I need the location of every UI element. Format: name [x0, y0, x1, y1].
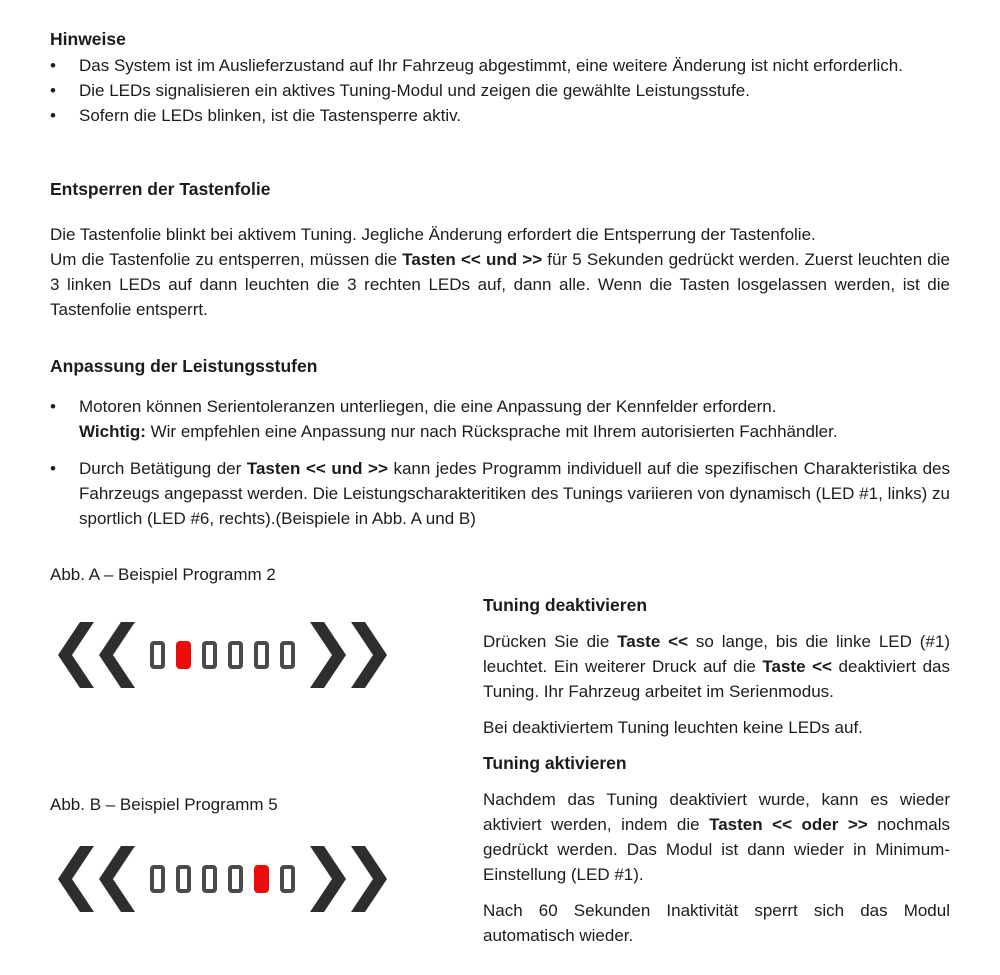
led-5-active [254, 865, 269, 893]
led-1 [150, 865, 165, 893]
activate-paragraph: Nachdem das Tuning deaktiviert wurde, kann es wieder aktiviert werden, indem die Tasten << oder >> nochmals gedrückt werden. Das Modul ist dann wieder in Minimum-Einstellung (LED #1). [483, 790, 950, 884]
list-item [50, 394, 950, 444]
list-item [50, 456, 950, 531]
hinweise-bullet-list [50, 53, 950, 128]
list-item [50, 78, 950, 103]
bullet-marker: • [50, 56, 56, 75]
bullet-marker: • [50, 397, 56, 416]
double-chevron-right-icon [310, 622, 387, 688]
double-chevron-right-icon [310, 846, 387, 912]
led-3 [202, 865, 217, 893]
activate-note: Nach 60 Sekunden Inaktivität sperrt sich das Modul automatisch wieder. [483, 901, 950, 945]
section-heading-hinweise: Hinweise [50, 29, 126, 49]
entsperren-paragraph: Die Tastenfolie blinkt bei aktivem Tuning. Jegliche Änderung erfordert die Entsperrung der Tastenfolie. Um die Tastenfolie zu entsperren, müssen die Tasten << und >> für 5 Sekunden gedrückt werden. Zuerst leuchten die 3 linken LEDs auf dann leuchten die 3 rechten LEDs auf, dann alle. Wenn die Tasten losgelassen werden, ist die Tastenfolie entsperrt. [50, 225, 950, 319]
led-row [150, 641, 295, 669]
figure-b-label: Abb. B – Beispiel Programm 5 [50, 795, 278, 814]
led-1 [150, 641, 165, 669]
anpassung-bullet-list [50, 394, 950, 531]
figure-a-label: Abb. A – Beispiel Programm 2 [50, 565, 276, 584]
led-2 [176, 865, 191, 893]
deactivate-note: Bei deaktiviertem Tuning leuchten keine LEDs auf. [483, 718, 863, 737]
figure-b-led-display [58, 846, 387, 912]
double-chevron-left-icon [58, 622, 135, 688]
led-5 [254, 641, 269, 669]
heading-tuning-aktivieren: Tuning aktivieren [483, 753, 627, 773]
bullet-text: Das System ist im Auslieferzustand auf Ihr Fahrzeug abgestimmt, eine weitere Änderung ist nicht erforderlich. [79, 56, 903, 75]
bullet-text: Motoren können Serientoleranzen unterliegen, die eine Anpassung der Kennfelder erfordern. Wichtig: Wir empfehlen eine Anpassung nur nach Rücksprache mit Ihrem autorisierten Fachhändler. [79, 397, 838, 441]
led-3 [202, 641, 217, 669]
list-item [50, 103, 950, 128]
right-column [483, 593, 950, 959]
bullet-marker: • [50, 459, 56, 478]
led-2-active [176, 641, 191, 669]
bullet-text: Die LEDs signalisieren ein aktives Tuning-Modul und zeigen die gewählte Leistungsstufe. [79, 81, 750, 100]
bullet-text: Sofern die LEDs blinken, ist die Tastensperre aktiv. [79, 106, 462, 125]
led-4 [228, 641, 243, 669]
led-6 [280, 641, 295, 669]
bullet-marker: • [50, 106, 56, 125]
section-heading-anpassung: Anpassung der Leistungsstufen [50, 356, 318, 376]
heading-tuning-deaktivieren: Tuning deaktivieren [483, 595, 648, 615]
led-6 [280, 865, 295, 893]
section-heading-entsperren: Entsperren der Tastenfolie [50, 179, 271, 199]
double-chevron-left-icon [58, 846, 135, 912]
bullet-marker: • [50, 81, 56, 100]
figure-a-led-display [58, 622, 387, 688]
bullet-text: Durch Betätigung der Tasten << und >> kann jedes Programm individuell auf die spezifischen Charakteristika des Fahrzeugs angepasst werden. Die Leistungscharakteritiken des Tunings variieren von dynamisch (LED #1, links) zu sportlich (LED #6, rechts).(Beispiele in Abb. A und B) [79, 459, 950, 528]
led-4 [228, 865, 243, 893]
list-item [50, 53, 950, 78]
deactivate-paragraph: Drücken Sie die Taste << so lange, bis die linke LED (#1) leuchtet. Ein weiterer Druck auf die Taste << deaktiviert das Tuning. Ihr Fahrzeug arbeitet im Serienmodus. [483, 632, 950, 701]
led-row [150, 865, 295, 893]
